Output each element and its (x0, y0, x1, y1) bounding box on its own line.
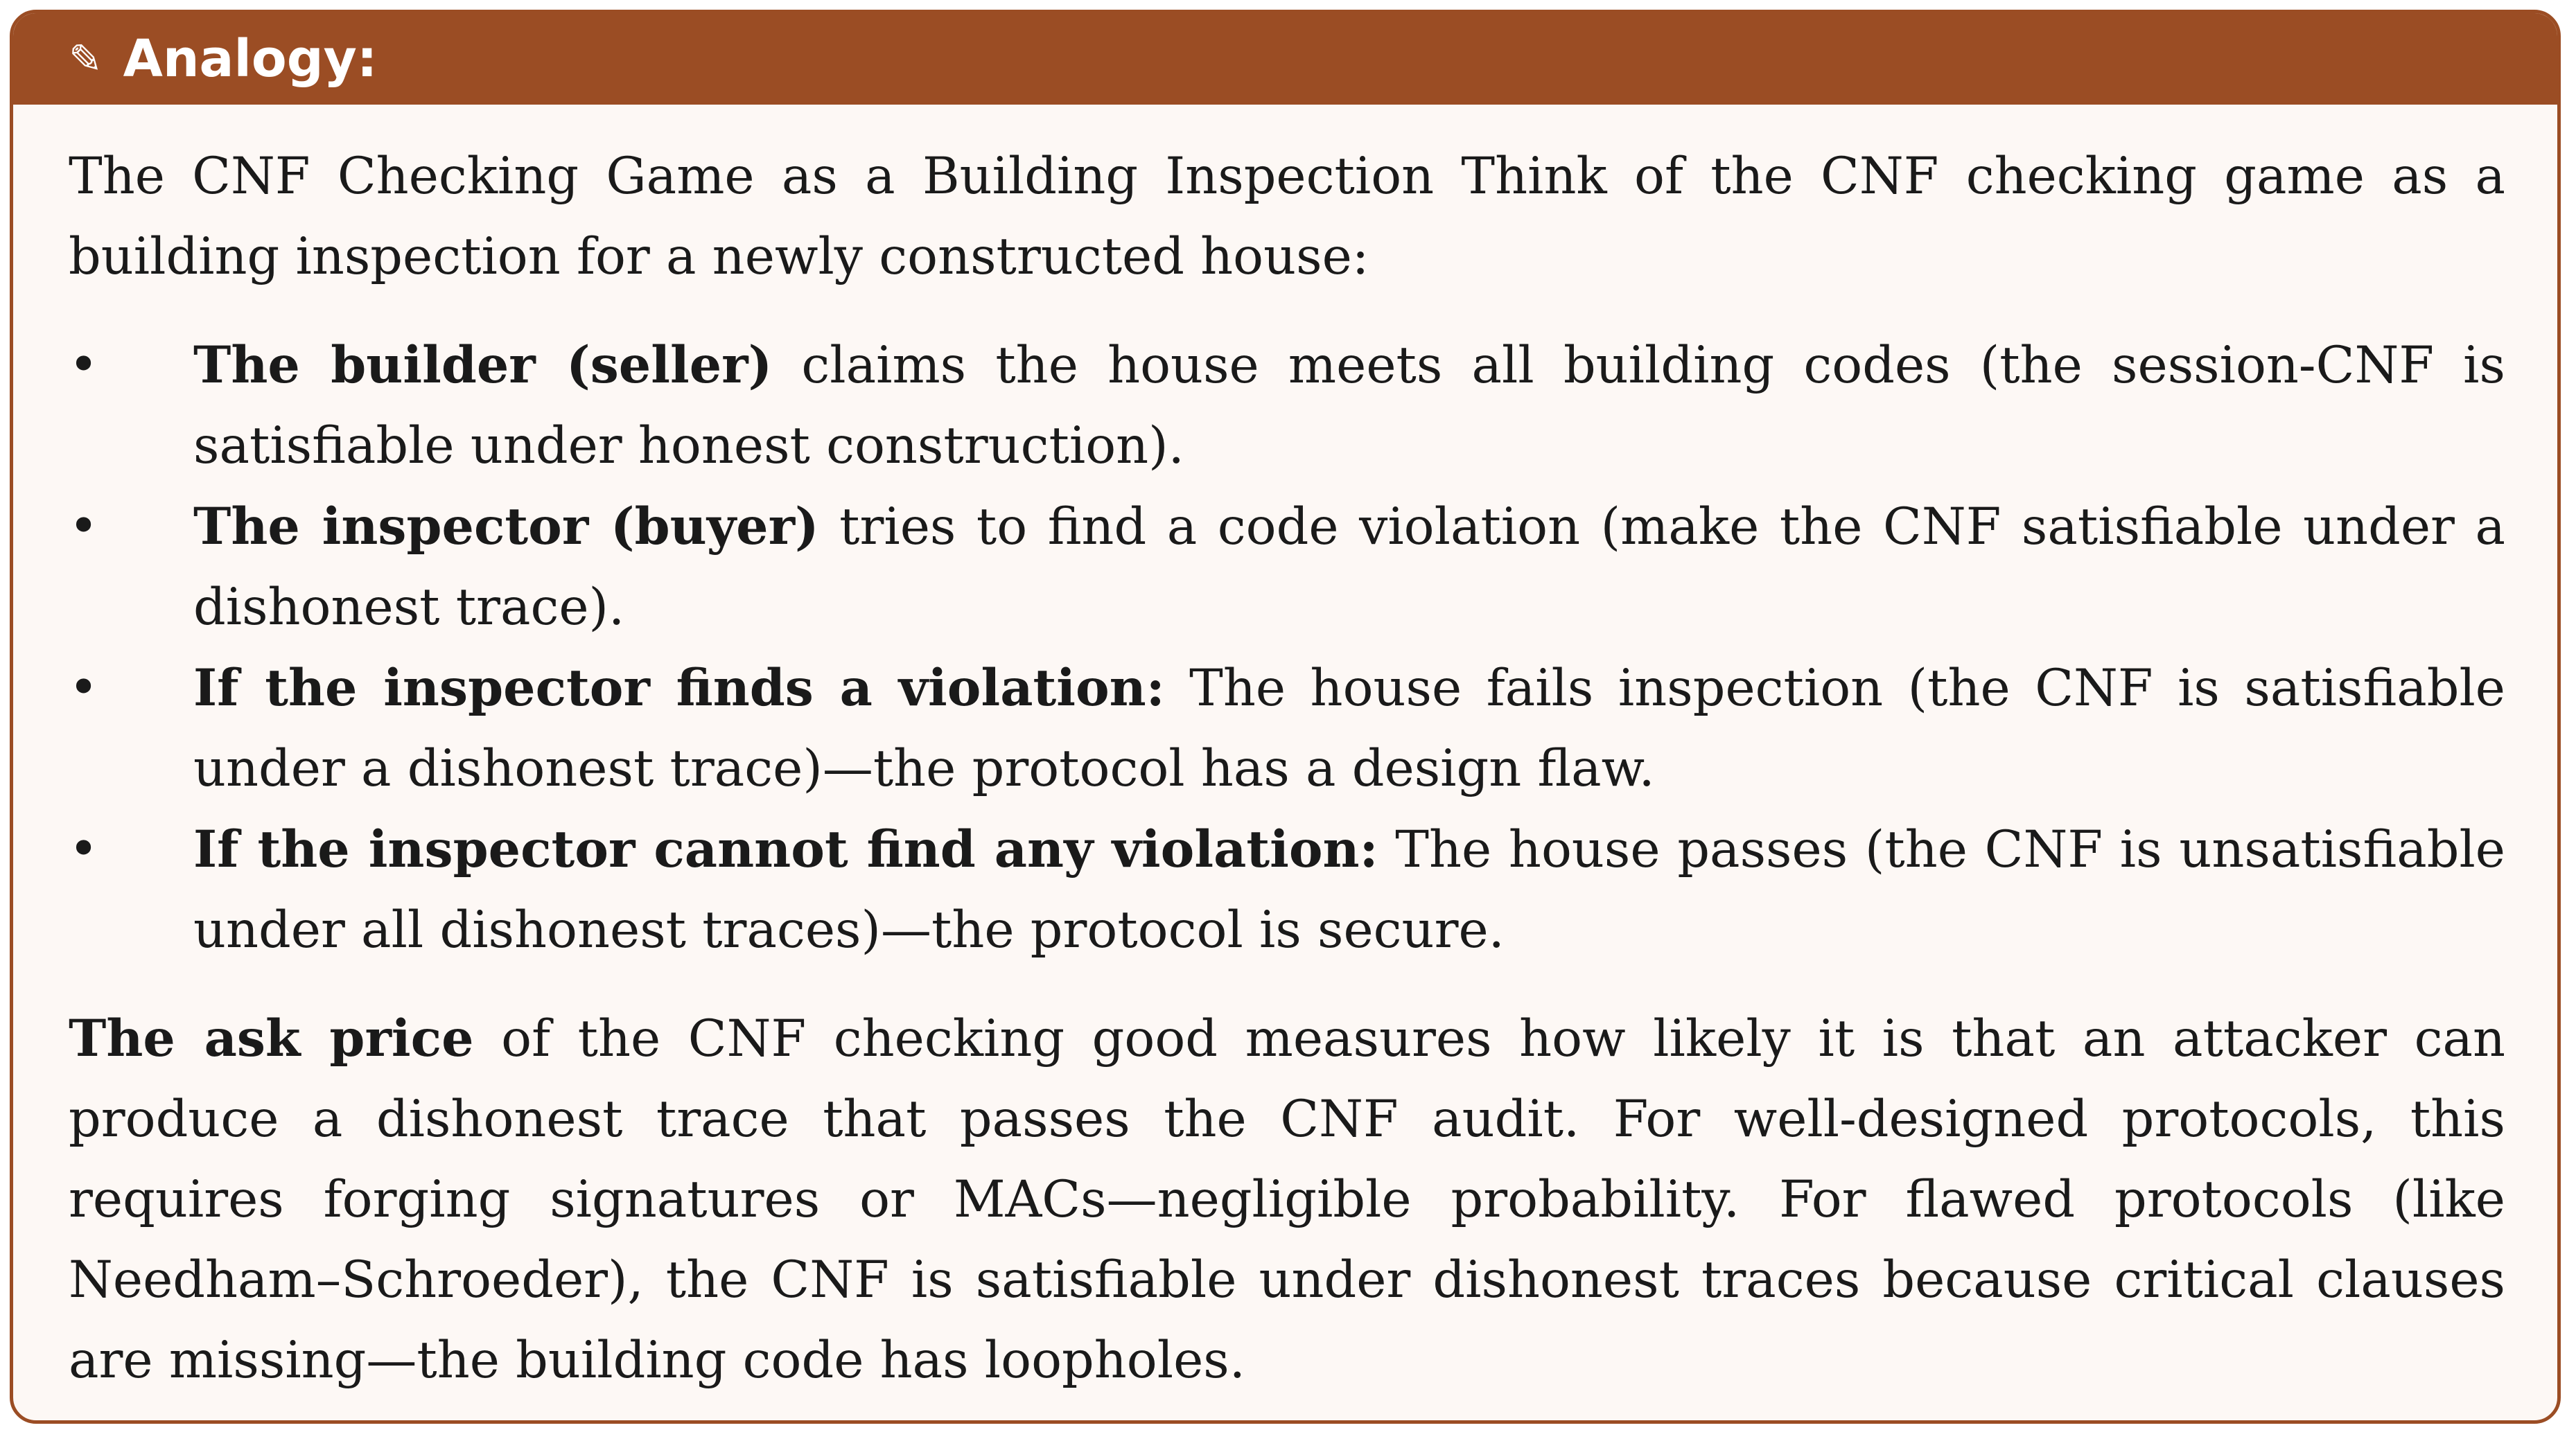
bullet-text: The house fails inspection (the CNF is satisfiable under a dishonest trace)—the protocol has a design flaw. (193, 659, 2505, 798)
bullet-bold: The builder (seller) (193, 335, 773, 395)
bullet-text: The house passes (the CNF is unsatisfiable under all dishonest traces)—the protocol is secure. (193, 820, 2505, 960)
bullet-dot-icon: • (69, 658, 99, 717)
bullet-item (69, 809, 2505, 971)
bullet-item (69, 648, 2505, 809)
bullet-text: claims the house meets all building codes (the session-CNF is satisfiable under honest construction). (193, 336, 2505, 475)
bullet-dot-icon: • (69, 335, 99, 394)
intro-paragraph: The CNF Checking Game as a Building Inspection Think of the CNF checking game as a building inspection for a newly constructed house: (69, 147, 2505, 286)
closing-paragraph (69, 998, 2505, 1401)
bullet-bold: If the inspector finds a violation: (193, 658, 1165, 718)
bullet-item (69, 486, 2505, 648)
bullet-list (69, 325, 2505, 971)
closing-text: of the CNF checking good measures how likely it is that an attacker can produce a dishonest trace that passes the CNF audit. For well-designed protocols, this requires forging signatures or MACs—negligible probability. For flawed protocols (like Needham–Schroeder), the CNF is satisfiable under dishonest traces because critical clauses are missing—the building code has loopholes. (69, 1009, 2505, 1390)
bullet-dot-icon: • (69, 497, 99, 556)
pencil-icon: ✎ (69, 35, 103, 82)
analogy-title: Analogy: (123, 29, 378, 89)
bullet-bold: The inspector (buyer) (193, 497, 819, 556)
analogy-body (13, 105, 2557, 1401)
analogy-box (10, 10, 2561, 1424)
analogy-header (13, 13, 2557, 105)
closing-bold: The ask price (69, 1009, 474, 1068)
bullet-item (69, 325, 2505, 486)
bullet-bold: If the inspector cannot find any violation: (193, 820, 1378, 879)
bullet-text: tries to find a code violation (make the CNF satisfiable under a dishonest trace). (193, 497, 2505, 637)
bullet-dot-icon: • (69, 820, 99, 879)
